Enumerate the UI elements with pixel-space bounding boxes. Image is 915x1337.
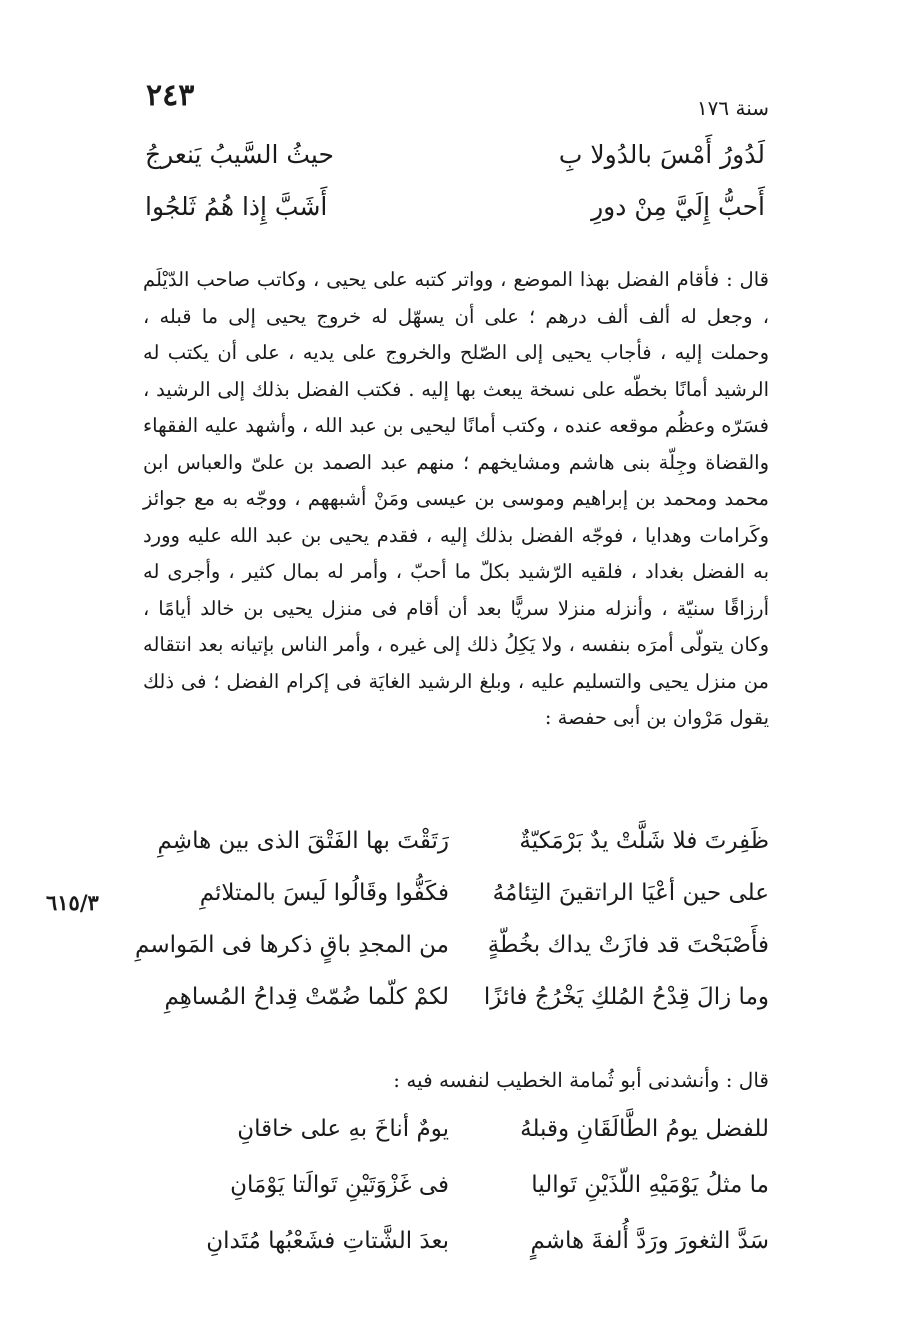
narrative-text: قال : فأقام الفضل بهذا الموضع ، وواتر كتبه على يحيى ، وكاتب صاحب الدّيْلَم ، وجعل له ألف ألف درهم ؛ على أن يسهّل له خروج يحيى إلى ما قبله ، وحملت إليه ، فأجاب يحيى إلى الصّلح والخروج على يديه ، على أن يكتب له الرشيد أمانًا بخطّه على نسخة يبعث بها إليه . فكتب الفضل بذلك إلى الرشيد ، فسَرّه وعظُم موقعه عنده ، وكتب أمانًا ليحيى بن عبد الله ، وأشهد عليه الفقهاء والقضاة وجِلّة بنى هاشم ومشايخهم ؛ منهم عبد الصمد بن علىّ والعباس ابن محمد ومحمد بن إبراهيم وموسى بن عيسى ومَنْ أشبههم ، ووجّه به مع جوائز وكَرامات وهدايا ، فوجّه الفضل بذلك إليه ، فقدم يحيى بن عبد الله عليه وورد به الفضل بغداد ، فلقيه الرّشيد بكلّ ما أحبّ ، وأمر له بمال كثير ، وأجرى له أرزاقًا سنيّة ، وأنزله منزلا سريًّا بعد أن أقام فى منزل يحيى بن خالد أيامًا ، وكان يتولّى أمرَه بنفسه ، ولا يَكِلُ ذلك إلى غيره ، وأمر الناس بإتيانه بعد انتقاله من منزل يحيى والتسليم عليه ، وبلغ الرشيد الغايَة فى إكرام الفضل ؛ فى ذلك يقول مَرْوان بن أبى حفصة : bbox=[143, 268, 769, 729]
verse-hemistich-first: لَدُورُ أَمْسَ بالدُولا بِ bbox=[558, 140, 765, 169]
margin-reference: ٦١٥/٣ bbox=[46, 890, 99, 915]
poem-abu-thumama bbox=[179, 1116, 769, 1284]
verse-hemistich-first: ما مثلُ يَوْمَيْهِ اللّذَيْنِ تَواليا bbox=[531, 1172, 769, 1198]
verse-hemistich-first: أَحبُّ إِلَيَّ مِنْ دورِ bbox=[591, 192, 765, 221]
verse-line bbox=[179, 1228, 769, 1284]
verse-hemistich-second: حيثُ السَّيبُ يَنعرجُ bbox=[145, 140, 334, 169]
verse-hemistich-second: بعدَ الشَّتاتِ فشَعْبُها مُتَدانِ bbox=[206, 1228, 449, 1254]
narrative-paragraph bbox=[143, 262, 769, 737]
verse-hemistich-second: من المجدِ باقٍ ذكرها فى المَواسمِ bbox=[135, 932, 449, 958]
verse-hemistich-second: يومٌ أناخَ بهِ على خاقانِ bbox=[237, 1116, 449, 1142]
verse-hemistich-second: فى غَزْوَتَيْنِ تَوالَتا يَوْمَانِ bbox=[230, 1172, 449, 1198]
verse-hemistich-first: فأَصْبَحْتَ قد فازَتْ يداك بخُطّةٍ bbox=[487, 932, 769, 958]
verse-line bbox=[135, 932, 769, 984]
running-header-year: سنة ١٧٦ bbox=[696, 96, 769, 120]
poem-marwan bbox=[135, 828, 769, 1036]
verse-line bbox=[139, 828, 769, 880]
verse-hemistich-first: للفضل يومُ الطَّالَقَانِ وقبلهُ bbox=[520, 1116, 769, 1142]
opening-verses bbox=[145, 140, 765, 244]
verse-line bbox=[179, 1172, 769, 1228]
verse-hemistich-first: على حين أعْيَا الراتقينَ التِئامُهُ bbox=[492, 880, 769, 906]
verse-line bbox=[145, 192, 765, 244]
verse-hemistich-first: سَدَّ الثغورَ ورَدَّ أُلفةَ هاشمٍ bbox=[530, 1228, 769, 1254]
poem-intro-line: قال : وأنشدنى أبو ثُمامة الخطيب لنفسه فيه : bbox=[393, 1068, 769, 1092]
verse-line bbox=[179, 1116, 769, 1172]
page-number: ٢٤٣ bbox=[146, 78, 195, 113]
verse-hemistich-second: رَتَقْتَ بها الفَتْقَ الذى بين هاشِمِ bbox=[157, 828, 449, 854]
verse-line bbox=[139, 880, 769, 932]
verse-hemistich-second: فكَفُّوا وقَالُوا لَيسَ بالمتلائمِ bbox=[199, 880, 449, 906]
verse-hemistich-first: وما زالَ قِدْحُ المُلكِ يَخْرُجُ فائزًا bbox=[483, 984, 769, 1010]
verse-hemistich-second: لكمْ كلّما ضُمّتْ قِداحُ المُساهِمِ bbox=[164, 984, 449, 1010]
verse-hemistich-first: ظَفِرتَ فلا شَلَّتْ يدٌ بَرْمَكيّةٌ bbox=[519, 828, 769, 854]
verse-line bbox=[145, 140, 765, 192]
verse-hemistich-second: أَشَبَّ إِذا هُمُ ثَلجُوا bbox=[145, 192, 328, 221]
verse-line bbox=[139, 984, 769, 1036]
